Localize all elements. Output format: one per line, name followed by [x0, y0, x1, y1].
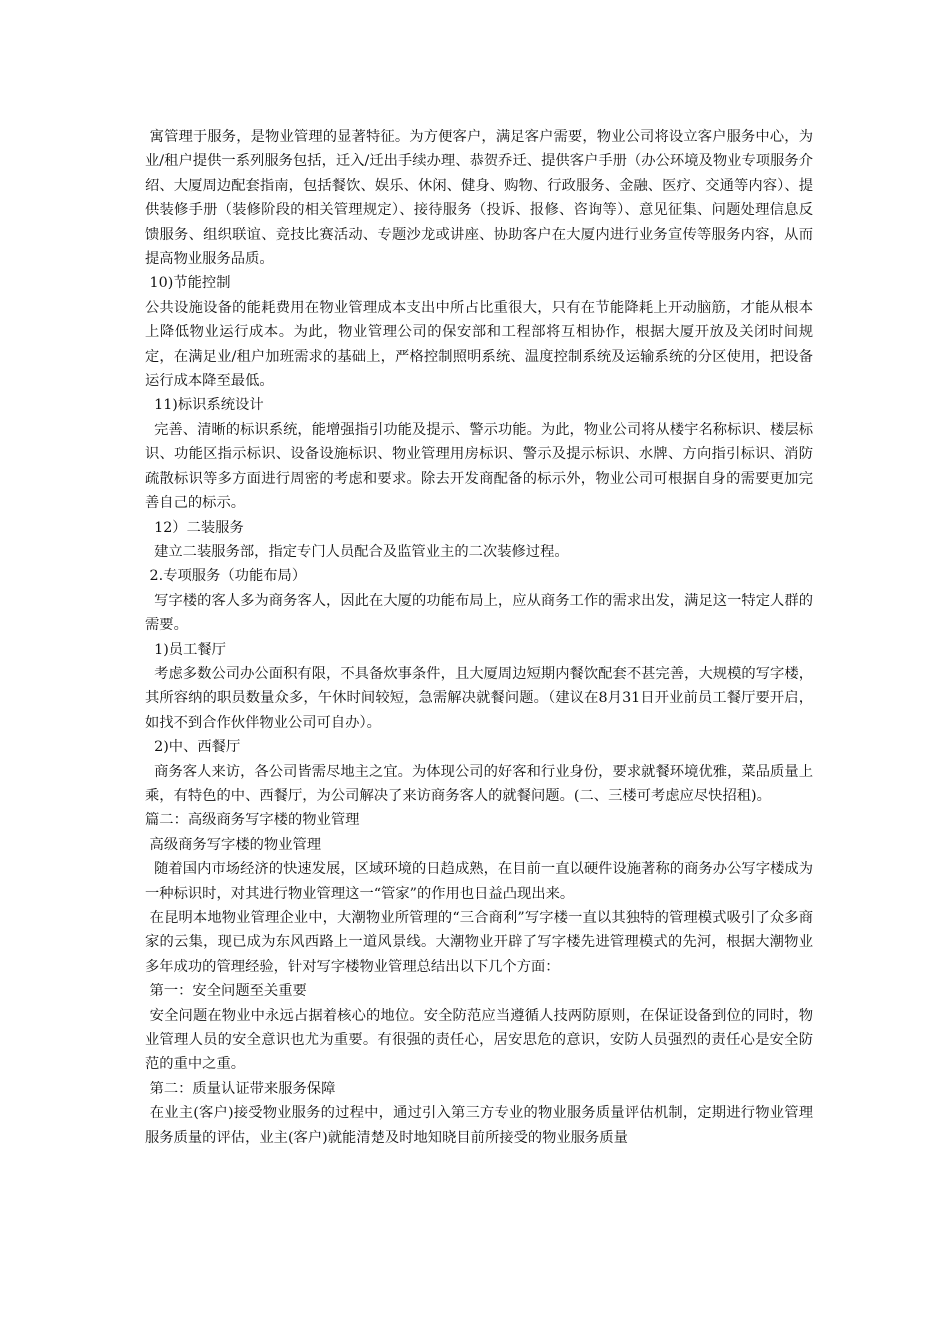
heading-staff-canteen: 1)员工餐厅: [145, 641, 226, 658]
heading-first-safety: 第一：安全问题至关重要: [145, 983, 307, 1000]
document-body: [145, 125, 813, 1150]
paragraph-special-services: 写字楼的客人多为商务客人，因此在大厦的功能布局上，应从商务工作的需求出发，满足这一特定人群的需要。: [145, 592, 814, 634]
heading-special-services: 2.专项服务（功能布局）: [145, 568, 307, 585]
paragraph-quality: 在业主(客户)接受物业服务的过程中，通过引入第三方专业的物业服务质量评估机制，定期进行物业管理服务质量的评估，业主(客户)就能清楚及时地知晓目前所接受的物业服务质量: [145, 1105, 814, 1146]
heading-second-quality: 第二：质量认证带来服务保障: [145, 1080, 336, 1097]
article-two-title: 篇二：高级商务写字楼的物业管理: [145, 812, 360, 829]
paragraph-market-development: 随着国内市场经济的快速发展，区域环境的日趋成熟，在目前一直以硬件设施著称的商务办公写字楼成为一种标识时，对其进行物业管理这一“管家”的作用也日益凸现出来。: [145, 861, 814, 902]
heading-energy-control: 10)节能控制: [145, 275, 231, 292]
paragraph-staff-canteen: 考虑多数公司办公面积有限，不具备炊事条件，且大厦周边短期内餐饮配套不甚完善，大规模的写字楼，其所容纳的职员数量众多，午休时间较短，急需解决就餐问题。（建议在8月31日开业前员工餐厅要开启，如找不到合作伙伴物业公司可自办）。: [145, 665, 814, 731]
article-two-subtitle: 高级商务写字楼的物业管理: [145, 836, 322, 853]
paragraph-renovation-service: 建立二装服务部，指定专门人员配合及监管业主的二次装修过程。: [145, 543, 569, 560]
heading-restaurants: 2)中、西餐厅: [145, 739, 241, 756]
paragraph-kunming-dachao: 在昆明本地物业管理企业中，大潮物业所管理的“三合商利”写字楼一直以其独特的管理模式吸引了众多商家的云集，现已成为东风西路上一道风景线。大潮物业开辟了写字楼先进管理模式的先河，根据大潮物业多年成功的管理经验，针对写字楼物业管理总结出以下几个方面：: [145, 910, 813, 975]
paragraph-energy-control: 公共设施设备的能耗费用在物业管理成本支出中所占比重很大，只有在节能降耗上开动脑筋，才能从根本上降低物业运行成本。为此，物业管理公司的保安部和工程部将互相协作，根据大厦开放及关闭时间规定，在满足业/租户加班需求的基础上，严格控制照明系统、温度控制系统及运输系统的分区使用，把设备运行成本降至最低。: [145, 299, 813, 390]
paragraph-signage-design: 完善、清晰的标识系统，能增强指引功能及提示、警示功能。为此，物业公司将从楼宇名称标识、楼层标识、功能区指示标识、设备设施标识、物业管理用房标识、警示及提示标识、水牌、方向指引标识、消防疏散标识等多方面进行周密的考虑和要求。除去开发商配备的标示外，物业公司可根据自身的需要更加完善自己的标示。: [145, 421, 814, 512]
paragraph-restaurants: 商务客人来访，各公司皆需尽地主之宜。为体现公司的好客和行业身份，要求就餐环境优雅，菜品质量上乘，有特色的中、西餐厅，为公司解决了来访商务客人的就餐问题。(二、三楼可考虑应尽快招租)。: [145, 763, 814, 804]
heading-signage-design: 11)标识系统设计: [145, 397, 264, 414]
heading-renovation-service: 12）二装服务: [145, 519, 244, 536]
paragraph-safety: 安全问题在物业中永远占据着核心的地位。安全防范应当遵循人技两防原则，在保证设备到位的同时，物业管理人员的安全意识也尤为重要。有很强的责任心，居安思危的意识，安防人员强烈的责任心是安全防范的重中之重。: [145, 1007, 813, 1073]
paragraph-intro-services: 寓管理于服务，是物业管理的显著特征。为方便客户，满足客户需要，物业公司将设立客户服务中心，为业/租户提供一系列服务包括，迁入/迁出手续办理、恭贺乔迁、提供客户手册（办公环境及物业专项服务介绍、大厦周边配套指南，包括餐饮、娱乐、休闲、健身、购物、行政服务、金融、医疗、交通等内容）、提供装修手册（装修阶段的相关管理规定）、接待服务（投诉、报修、咨询等）、意见征集、问题处理信息反馈服务、组织联谊、竞技比赛活动、专题沙龙或讲座、协助客户在大厦内进行业务宣传等服务内容，从而提高物业服务品质。: [145, 129, 813, 268]
